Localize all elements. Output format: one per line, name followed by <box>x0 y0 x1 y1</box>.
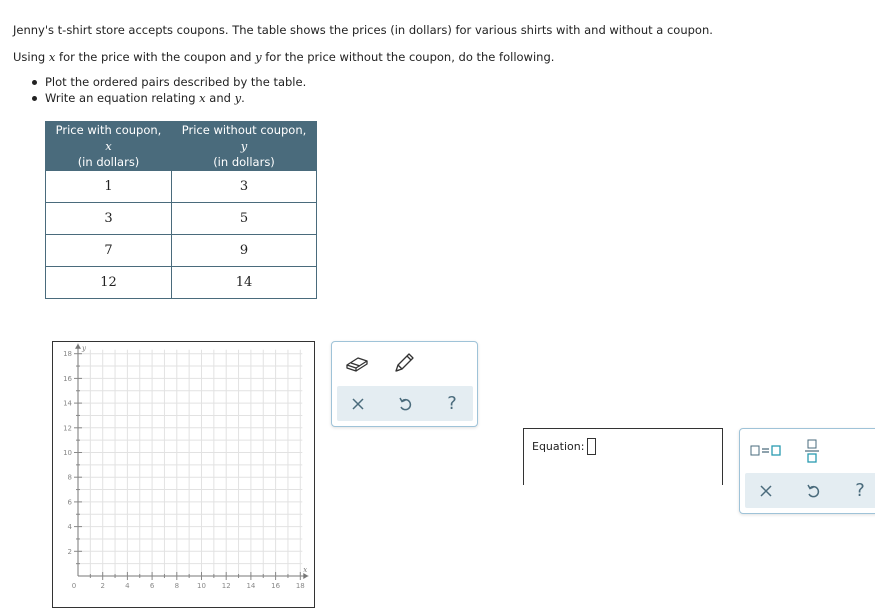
header-unit: (in dollars) <box>213 155 275 169</box>
y-tick-label: 8 <box>67 473 72 482</box>
undo-icon <box>805 483 821 499</box>
variable-y: y <box>234 91 242 105</box>
x-tick-label: 14 <box>246 582 256 590</box>
instruction-text-b: for the price with the coupon and <box>55 50 256 64</box>
origin-label: 0 <box>71 582 77 590</box>
y-axis-arrow <box>75 344 81 349</box>
task-text-end: . <box>241 91 245 105</box>
table-row <box>46 171 317 203</box>
eraser-tool-button[interactable] <box>344 350 370 376</box>
column-header-without-coupon <box>172 122 317 171</box>
graph-help-button[interactable] <box>434 386 470 421</box>
table-cell: 5 <box>172 203 317 235</box>
x-tick-label: 18 <box>295 582 305 590</box>
table-cell: 14 <box>172 267 317 299</box>
y-tick-label: 18 <box>63 350 72 359</box>
undo-graph-button[interactable] <box>387 386 423 421</box>
task-item-plot: Plot the ordered pairs described by the table. <box>13 74 306 90</box>
undo-equation-button[interactable] <box>795 473 831 508</box>
task-text-and: and <box>205 91 235 105</box>
header-variable: x <box>105 139 112 153</box>
equation-box <box>523 428 723 485</box>
header-variable: y <box>240 139 248 153</box>
x-tick-label: 16 <box>271 582 281 590</box>
fraction-template-button[interactable] <box>799 438 825 464</box>
task-item-equation <box>13 90 306 106</box>
table-row <box>46 235 317 267</box>
table-cell: 9 <box>172 235 317 267</box>
table-cell: 1 <box>46 171 172 203</box>
price-table <box>45 121 317 299</box>
table-cell: 3 <box>172 171 317 203</box>
equation-input[interactable] <box>587 438 596 455</box>
pencil-tool-button[interactable] <box>391 350 417 376</box>
pencil-icon <box>391 350 417 376</box>
x-tick-label: 6 <box>149 582 155 590</box>
table-row <box>46 267 317 299</box>
help-icon: ? <box>447 393 457 414</box>
equals-template-icon <box>749 441 783 461</box>
graph-action-bar <box>337 386 473 421</box>
x-tick-label: 12 <box>221 582 231 590</box>
x-axis-label: x <box>303 566 308 574</box>
task-text: Write an equation relating <box>45 91 200 105</box>
help-icon: ? <box>855 480 865 501</box>
table-cell: 7 <box>46 235 172 267</box>
eraser-icon <box>344 350 370 376</box>
table-cell: 3 <box>46 203 172 235</box>
problem-intro: Jenny's t-shirt store accepts coupons. The table shows the prices (in dollars) for various shirts with and without a coupon. <box>13 23 713 37</box>
task-list <box>13 74 306 106</box>
header-unit: (in dollars) <box>77 155 140 169</box>
equals-template-button[interactable] <box>749 438 783 464</box>
y-tick-label: 14 <box>63 399 72 408</box>
y-axis-label: y <box>82 344 86 353</box>
instruction-text-a: Using <box>13 50 49 64</box>
close-icon <box>351 397 365 411</box>
y-tick-label: 2 <box>67 547 72 556</box>
x-tick-label: 8 <box>174 582 180 590</box>
x-tick-label: 4 <box>125 582 130 590</box>
table-cell: 12 <box>46 267 172 299</box>
variable-y: y <box>255 50 262 64</box>
equation-label: Equation: <box>532 440 585 453</box>
y-tick-label: 10 <box>63 449 72 457</box>
y-tick-label: 12 <box>63 424 72 433</box>
y-tick-label: 4 <box>67 523 72 532</box>
problem-instructions <box>13 50 554 64</box>
undo-icon <box>397 396 413 412</box>
x-tick-label: 10 <box>197 582 206 590</box>
math-action-bar <box>745 473 875 508</box>
clear-equation-button[interactable] <box>748 473 784 508</box>
close-icon <box>759 484 773 498</box>
clear-graph-button[interactable] <box>340 386 376 421</box>
column-header-with-coupon <box>46 122 172 171</box>
equation-help-button[interactable] <box>842 473 875 508</box>
table-header-row <box>46 122 317 171</box>
instruction-text-c: for the price without the coupon, do the following. <box>261 50 555 64</box>
y-tick-label: 16 <box>63 374 72 383</box>
y-tick-label: 6 <box>67 498 72 507</box>
fraction-icon <box>801 438 823 464</box>
x-tick-label: 2 <box>100 582 105 590</box>
header-text: Price without coupon, <box>181 123 307 137</box>
header-text: Price with coupon, <box>55 123 162 137</box>
math-tool-panel <box>739 428 875 514</box>
graph-tool-panel <box>331 341 478 427</box>
variable-x: x <box>199 91 206 105</box>
table-row <box>46 203 317 235</box>
graph-panel[interactable] <box>52 341 315 608</box>
variable-x: x <box>48 50 56 64</box>
coordinate-grid[interactable] <box>53 342 314 607</box>
